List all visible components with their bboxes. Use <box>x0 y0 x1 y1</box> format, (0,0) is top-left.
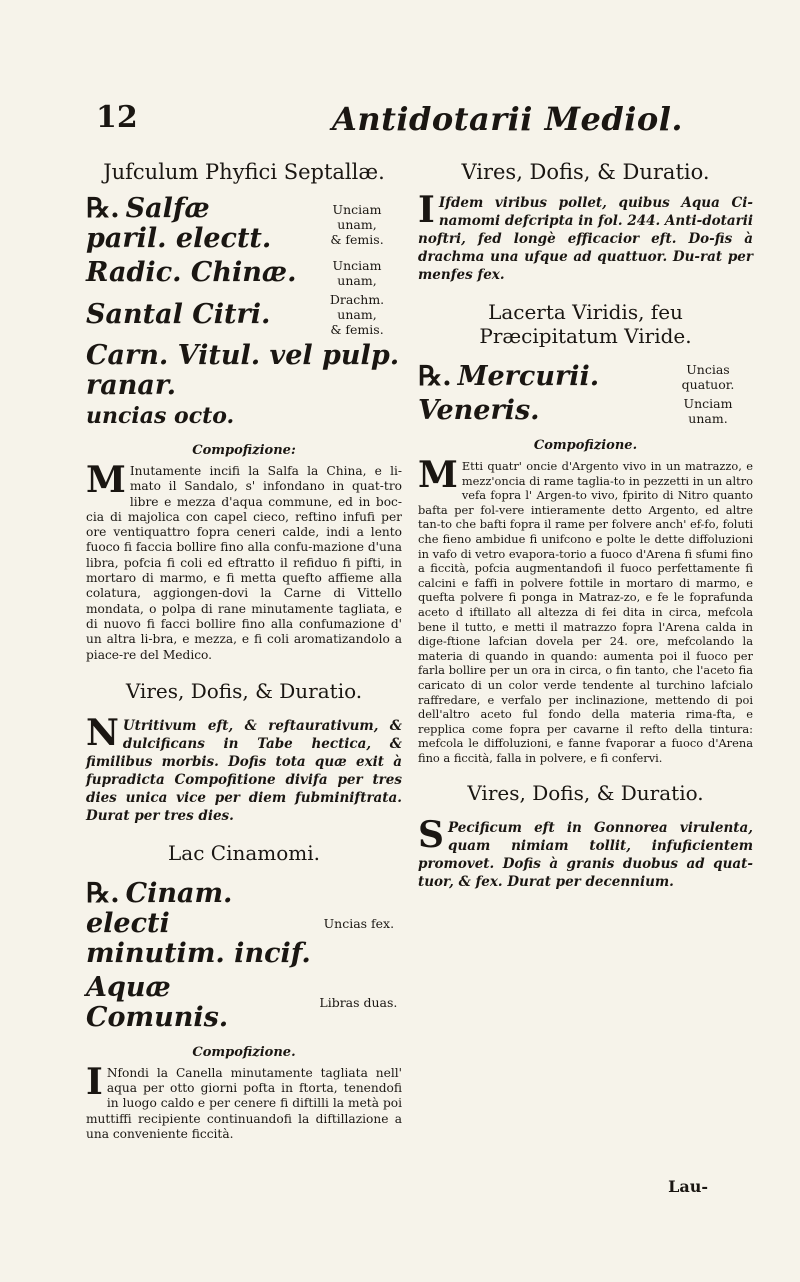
ingredient-quantity: Uncias quatuor. <box>681 362 735 392</box>
drop-cap: M <box>86 459 126 501</box>
ingredient-veneris <box>418 396 753 426</box>
ingredient-quantity: Unciam unam. <box>683 396 733 426</box>
drop-cap: I <box>418 189 435 231</box>
ingredient-quantity: Unciam unam, & femis. <box>330 201 384 247</box>
ingredient-salsa <box>86 194 402 254</box>
recipe-symbol: ℞. <box>86 193 120 224</box>
recipe-title-jusculum: Jufculum Phyfici Septallæ. <box>103 160 385 184</box>
left-column <box>86 160 402 1142</box>
ingredient-china <box>86 258 402 288</box>
recipe-title-lacerta: Lacerta Viridis, feu Præcipitatum Viride. <box>479 300 692 348</box>
ingredient-quantity: Uncias fex. <box>323 916 395 932</box>
page-number: 12 <box>96 100 138 135</box>
vires-text: N Utritivum eft, & reftaurativum, & dulcificans in Tabe hectica, & fimilibus morbis. Dofis tota quæ exit à fupradicta Compofitione divifa per tres dies unica vice per diem fubminiftrata. Durat per tres dies. <box>86 711 402 824</box>
ingredient-quantity: Unciam unam, <box>332 258 382 288</box>
recipe-title-lac: Lac Cinamomi. <box>168 840 320 865</box>
catchword: Lau- <box>668 1177 708 1196</box>
ingredient-name: Veneris. <box>418 395 540 426</box>
drop-cap: N <box>86 711 119 754</box>
drop-cap: M <box>418 454 458 496</box>
ingredient-name: Aquæ Comunis. <box>86 971 229 1033</box>
ingredient-name: Cinam. electi <box>86 877 233 939</box>
vires-title: Vires, Dofis, & Duratio. <box>125 678 363 703</box>
page-header <box>96 100 736 140</box>
composition-text: M Etti quatr' oncie d'Argento vivo in un matrazzo, e mezz'oncia di rame taglia-to in pezzetti in un altro vefa fopra l' Argen-to vivo, fpirito di Nitro quanto bafta per fol-vere intieramente detto Argento, ed altre tan-to che bafti fopra il rame per folvere anch' ef-fo, foluti che fieno ambidue fi unifcono e polte le dette diffoluzioni in vafo di vetro evapora-torio a fuoco d'Arena fi sfumi fino a ficcità, pofcia augmentandofi il fuoco perfettamente fi calcini e faffi in polvere fottile in mortaro di marmo, e quefta polvere fi ponga in Matraz-zo, e fe le foprafunda aceto d iftillato all altezza di fei dita in circa, mefcola bene il tutto, e metti il matrazzo fopra l'Arena calda in dige-ftione lafcian dovela per 24. ore, mefcolando la materia di quando in quando: aumenta poi il fuoco per farla bollire per un ora in circa, o fin tanto, che l'aceto fia caricato di un color verde tendente al turchino lafcialo raffredare, e verfalo per inclinazione, mettendo di poi dell'altro aceto ful fondo della materia rima-fta, e repplica come fopra per cavarne il refto della tintura: mefcola le diffoluzioni, e fanne fvaporar a fuoco d'Arena fino a ficcità, falla in polvere, e fi confervi. <box>418 454 753 765</box>
ingredient-quantity: Libras duas. <box>319 995 398 1011</box>
ingredient-quantity: Drachm. unam, & femis. <box>329 292 385 337</box>
ingredient-carn <box>86 341 402 431</box>
drop-cap: I <box>86 1060 103 1103</box>
ingredient-mercurii <box>418 362 753 392</box>
recipe-symbol: ℞. <box>418 361 452 392</box>
ingredient-name: Salfæ paril. electt. <box>86 193 272 254</box>
composition-text: I Nfondi la Canella minutamente tagliata nell' aqua per otto giorni pofta in ftorta, tenendofi in luogo caldo e per cenere fi diftilli la metà poi muttiffi recipiente continuandofi la diftillazione a una conveniente ficcità. <box>86 1060 402 1142</box>
vires-text: S Pecificum eft in Gonnorea virulenta, quam nimiam tollit, infuficientem promovet. Dofis à granis duobus ad quat-tuor, & fex. Durat per decennium. <box>418 814 753 891</box>
ingredient-name: Santal Citri. <box>86 298 271 330</box>
ingredient-aqua <box>86 973 402 1033</box>
running-title: Antidotarii Mediol. <box>332 100 684 138</box>
vires-title: Vires, Dofis, & Duratio. <box>461 160 710 184</box>
ingredient-name: Mercurii. <box>457 361 600 392</box>
vires-title: Vires, Dofis, & Duratio. <box>467 781 704 806</box>
composition-label: Compofizione. <box>533 438 638 453</box>
ingredient-name-cont: minutim. incif. <box>86 937 311 969</box>
drop-cap: S <box>418 814 444 857</box>
composition-label: Compofizione: <box>192 443 296 458</box>
ingredient-name: Carn. Vitul. vel pulp. ranar. <box>86 340 400 401</box>
composition-label: Compofizione. <box>192 1044 296 1060</box>
right-column <box>418 160 753 891</box>
ingredient-cinam <box>86 879 402 969</box>
ingredient-name: Radic. Chinæ. <box>86 257 297 288</box>
vires-text: I Ifdem viribus pollet, quibus Aqua Ci-namomi defcripta in fol. 244. Anti-dotarii noftri, fed longè efficacior eft. Do-fis à drachma una ufque ad quattuor. Du-rat per menfes fex. <box>418 189 753 283</box>
ingredient-amount: uncias octo. <box>86 403 235 429</box>
recipe-symbol: ℞. <box>86 877 120 909</box>
ingredient-santal <box>86 292 402 337</box>
composition-text: M Inutamente incifi la Salfa la China, e li-mato il Sandalo, s' infondano in quat-tro libre e mezza d'aqua commune, ed in boc-cia di majolica con capel cieco, reftino infufi per ore ventiquattro fopra ceneri calde, indi a lento fuoco fi faccia bollire fino alla confu-mazione d'una libra, pofcia fi coli ed eftratto il refiduo fi pifti, in mortaro di marmo, e fi metta quefto affieme alla colatura, aggiongen-dovi la Carne di Vittello mondata, o polpa di rane minutamente tagliata, e di nuovo fi facci bollire fino alla confumazione d' un altra li-bra, e mezza, e fi coli aromatizandolo a piace-re del Medico. <box>86 459 402 662</box>
